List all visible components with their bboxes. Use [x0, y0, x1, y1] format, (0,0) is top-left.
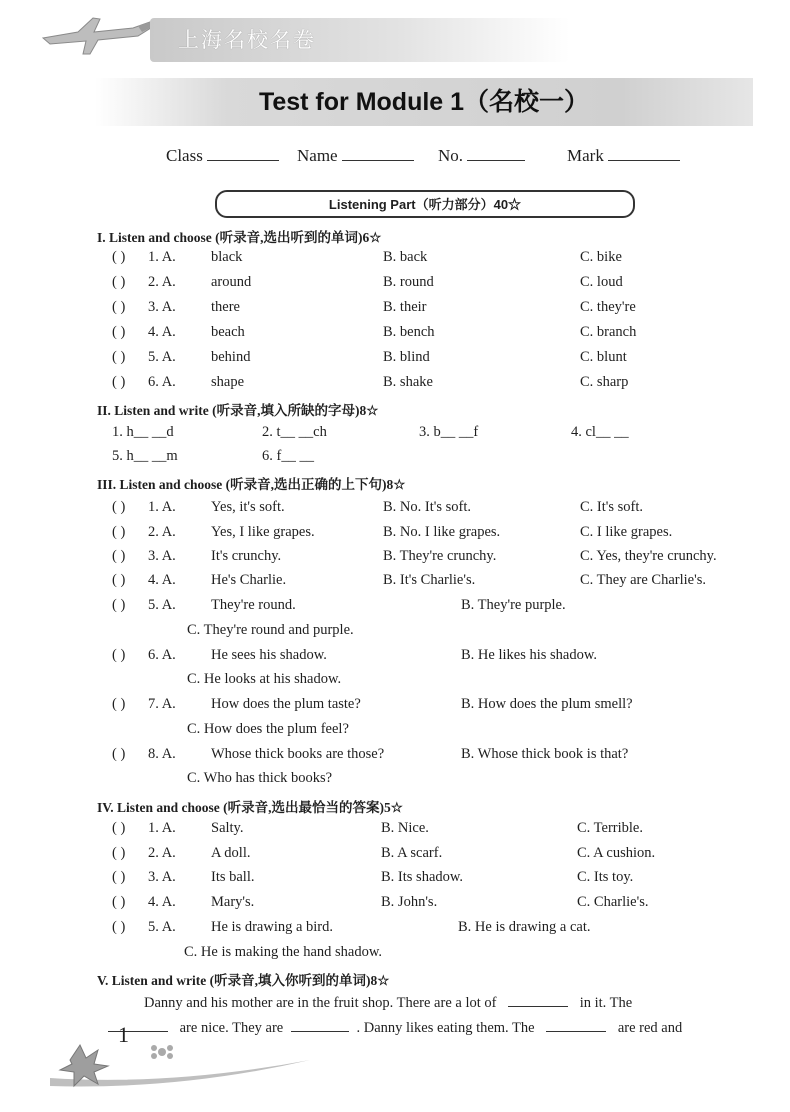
section-5-heading: V. Listen and write (听录音,填入你听到的单词)8☆	[97, 973, 390, 988]
answer-blank[interactable]: ( )	[112, 820, 126, 836]
option-a: Yes, I like grapes.	[211, 524, 315, 540]
listening-part-label: Listening Part（听力部分）40☆	[328, 197, 522, 212]
question-row	[0, 919, 790, 941]
option-a: Salty.	[211, 820, 244, 836]
option-a: How does the plum taste?	[211, 696, 361, 712]
class-label: Class	[166, 146, 203, 165]
option-c: C. He is making the hand shadow.	[184, 944, 383, 960]
fill-row	[0, 424, 790, 446]
option-c: C. bike	[580, 249, 622, 265]
question-row-continued	[0, 944, 790, 966]
question-number: 6. A.	[148, 647, 176, 663]
option-a: It's crunchy.	[211, 548, 282, 564]
answer-blank[interactable]: ( )	[112, 324, 126, 340]
passage-text: are nice. They are	[179, 1020, 284, 1036]
answer-blank[interactable]: ( )	[112, 746, 126, 762]
option-b: B. No. It's soft.	[383, 499, 472, 515]
question-row	[0, 548, 790, 570]
option-a: around	[211, 274, 252, 290]
question-number: 2. A.	[148, 845, 176, 861]
question-row	[0, 894, 790, 916]
option-b: B. round	[383, 274, 434, 290]
answer-blank[interactable]: ( )	[112, 299, 126, 315]
answer-blank[interactable]: ( )	[112, 894, 126, 910]
option-b: B. They're crunchy.	[383, 548, 497, 564]
option-a: Its ball.	[211, 869, 255, 885]
answer-blank[interactable]: ( )	[112, 919, 126, 935]
question-row	[0, 647, 790, 669]
section-1-heading: I. Listen and choose (听录音,选出听到的单词)6☆	[97, 230, 382, 245]
word-blank[interactable]	[546, 1019, 606, 1032]
fill-item[interactable]: 5. h__ __m	[112, 448, 178, 464]
question-row	[0, 299, 790, 321]
option-b: B. their	[383, 299, 427, 315]
question-row-continued	[0, 721, 790, 743]
question-row	[0, 746, 790, 768]
question-row	[0, 374, 790, 396]
fill-item[interactable]: 6. f__ __	[262, 448, 314, 464]
option-c: C. He looks at his shadow.	[187, 671, 342, 687]
option-a: He's Charlie.	[211, 572, 287, 588]
question-number: 8. A.	[148, 746, 176, 762]
question-number: 3. A.	[148, 299, 176, 315]
answer-blank[interactable]: ( )	[112, 869, 126, 885]
question-row	[0, 524, 790, 546]
option-a: They're round.	[211, 597, 296, 613]
option-c: C. Its toy.	[577, 869, 634, 885]
option-a: Whose thick books are those?	[211, 746, 385, 762]
question-row	[0, 869, 790, 891]
question-row	[0, 820, 790, 842]
option-c: C. They are Charlie's.	[580, 572, 706, 588]
question-row	[0, 696, 790, 718]
question-number: 5. A.	[148, 349, 176, 365]
option-b: B. He likes his shadow.	[461, 647, 597, 663]
answer-blank[interactable]: ( )	[112, 499, 126, 515]
no-label: No.	[438, 146, 464, 165]
question-row	[0, 324, 790, 346]
option-a: He is drawing a bird.	[211, 919, 334, 935]
section-3-heading: III. Listen and choose (听录音,选出正确的上下句)8☆	[97, 477, 406, 492]
question-number: 3. A.	[148, 548, 176, 564]
passage-text: Danny and his mother are in the fruit shop. There are a lot of	[144, 995, 497, 1011]
option-a: A doll.	[211, 845, 251, 861]
option-c: C. loud	[580, 274, 623, 290]
option-c: C. Terrible.	[577, 820, 643, 836]
question-number: 5. A.	[148, 597, 176, 613]
option-a: behind	[211, 349, 251, 365]
section-2-heading: II. Listen and write (听录音,填入所缺的字母)8☆	[97, 403, 379, 418]
question-row	[0, 845, 790, 867]
option-c: C. Who has thick books?	[187, 770, 333, 786]
question-number: 4. A.	[148, 894, 176, 910]
fill-item[interactable]: 4. cl__ __	[571, 424, 629, 440]
option-b: B. They're purple.	[461, 597, 566, 613]
option-c: C. They're round and purple.	[187, 622, 354, 638]
option-b: B. bench	[383, 324, 435, 340]
question-number: 6. A.	[148, 374, 176, 390]
answer-blank[interactable]: ( )	[112, 647, 126, 663]
question-number: 1. A.	[148, 820, 176, 836]
answer-blank[interactable]: ( )	[112, 845, 126, 861]
fill-item[interactable]: 1. h__ __d	[112, 424, 174, 440]
mark-field	[567, 146, 680, 166]
word-blank[interactable]	[508, 994, 568, 1007]
option-b: B. Nice.	[381, 820, 429, 836]
answer-blank[interactable]: ( )	[112, 548, 126, 564]
fill-row	[0, 448, 790, 470]
question-number: 4. A.	[148, 572, 176, 588]
page-number: 1	[118, 1022, 129, 1047]
mark-blank[interactable]	[608, 146, 680, 161]
option-b: B. Its shadow.	[381, 869, 464, 885]
question-number: 3. A.	[148, 869, 176, 885]
question-number: 5. A.	[148, 919, 176, 935]
fill-item[interactable]: 3. b__ __f	[419, 424, 479, 440]
question-row	[0, 499, 790, 521]
mark-label: Mark	[567, 146, 604, 165]
option-b: B. A scarf.	[381, 845, 443, 861]
question-number: 7. A.	[148, 696, 176, 712]
option-a: He sees his shadow.	[211, 647, 327, 663]
question-row-continued	[0, 622, 790, 644]
option-a: Mary's.	[211, 894, 255, 910]
option-c: C. blunt	[580, 349, 627, 365]
option-b: B. blind	[383, 349, 430, 365]
question-row-continued	[0, 671, 790, 693]
holly-decoration-icon	[50, 1020, 310, 1090]
option-c: C. I like grapes.	[580, 524, 673, 540]
question-row	[0, 249, 790, 271]
name-field	[297, 146, 414, 166]
section-4-heading: IV. Listen and choose (听录音,选出最恰当的答案)5☆	[97, 800, 403, 815]
question-number: 1. A.	[148, 499, 176, 515]
option-c: C. How does the plum feel?	[187, 721, 349, 737]
question-row	[0, 572, 790, 594]
option-b: B. Whose thick book is that?	[461, 746, 629, 762]
option-b: B. How does the plum smell?	[461, 696, 633, 712]
option-c: C. Charlie's.	[577, 894, 649, 910]
option-c: C. It's soft.	[580, 499, 644, 515]
option-a: there	[211, 299, 240, 315]
answer-blank[interactable]: ( )	[112, 274, 126, 290]
question-number: 2. A.	[148, 274, 176, 290]
answer-blank[interactable]: ( )	[112, 349, 126, 365]
option-a: shape	[211, 374, 245, 390]
answer-blank[interactable]: ( )	[112, 249, 126, 265]
series-label: 上海名校名卷	[178, 28, 316, 52]
option-a: Yes, it's soft.	[211, 499, 285, 515]
name-blank[interactable]	[342, 146, 414, 161]
passage-text: . Danny likes eating them. The	[356, 1020, 535, 1036]
name-label: Name	[297, 146, 338, 165]
option-c: C. they're	[580, 299, 636, 315]
question-number: 1. A.	[148, 249, 176, 265]
option-b: B. He is drawing a cat.	[458, 919, 591, 935]
question-row	[0, 597, 790, 619]
class-field	[166, 146, 279, 166]
answer-blank[interactable]: ( )	[112, 597, 126, 613]
passage-text: in it. The	[579, 995, 633, 1011]
answer-blank[interactable]: ( )	[112, 696, 126, 712]
option-a: beach	[211, 324, 245, 340]
option-c: C. A cushion.	[577, 845, 656, 861]
option-b: B. shake	[383, 374, 433, 390]
option-c: C. sharp	[580, 374, 629, 390]
no-field	[438, 146, 525, 166]
option-b: B. back	[383, 249, 428, 265]
passage-line-1	[144, 994, 632, 1012]
question-number: 2. A.	[148, 524, 176, 540]
fill-item[interactable]: 2. t__ __ch	[262, 424, 327, 440]
no-blank[interactable]	[467, 146, 525, 161]
question-row-continued	[0, 770, 790, 792]
option-c: C. Yes, they're crunchy.	[580, 548, 717, 564]
passage-text: are red and	[617, 1020, 683, 1036]
answer-blank[interactable]: ( )	[112, 572, 126, 588]
option-b: B. No. I like grapes.	[383, 524, 501, 540]
option-a: black	[211, 249, 243, 265]
question-row	[0, 349, 790, 371]
answer-blank[interactable]: ( )	[112, 374, 126, 390]
question-number: 4. A.	[148, 324, 176, 340]
option-c: C. branch	[580, 324, 637, 340]
answer-blank[interactable]: ( )	[112, 524, 126, 540]
page-title: Test for Module 1（名校一）	[258, 88, 590, 116]
airplane-logo-icon	[38, 10, 158, 60]
option-b: B. It's Charlie's.	[383, 572, 476, 588]
class-blank[interactable]	[207, 146, 279, 161]
option-b: B. John's.	[381, 894, 438, 910]
question-row	[0, 274, 790, 296]
